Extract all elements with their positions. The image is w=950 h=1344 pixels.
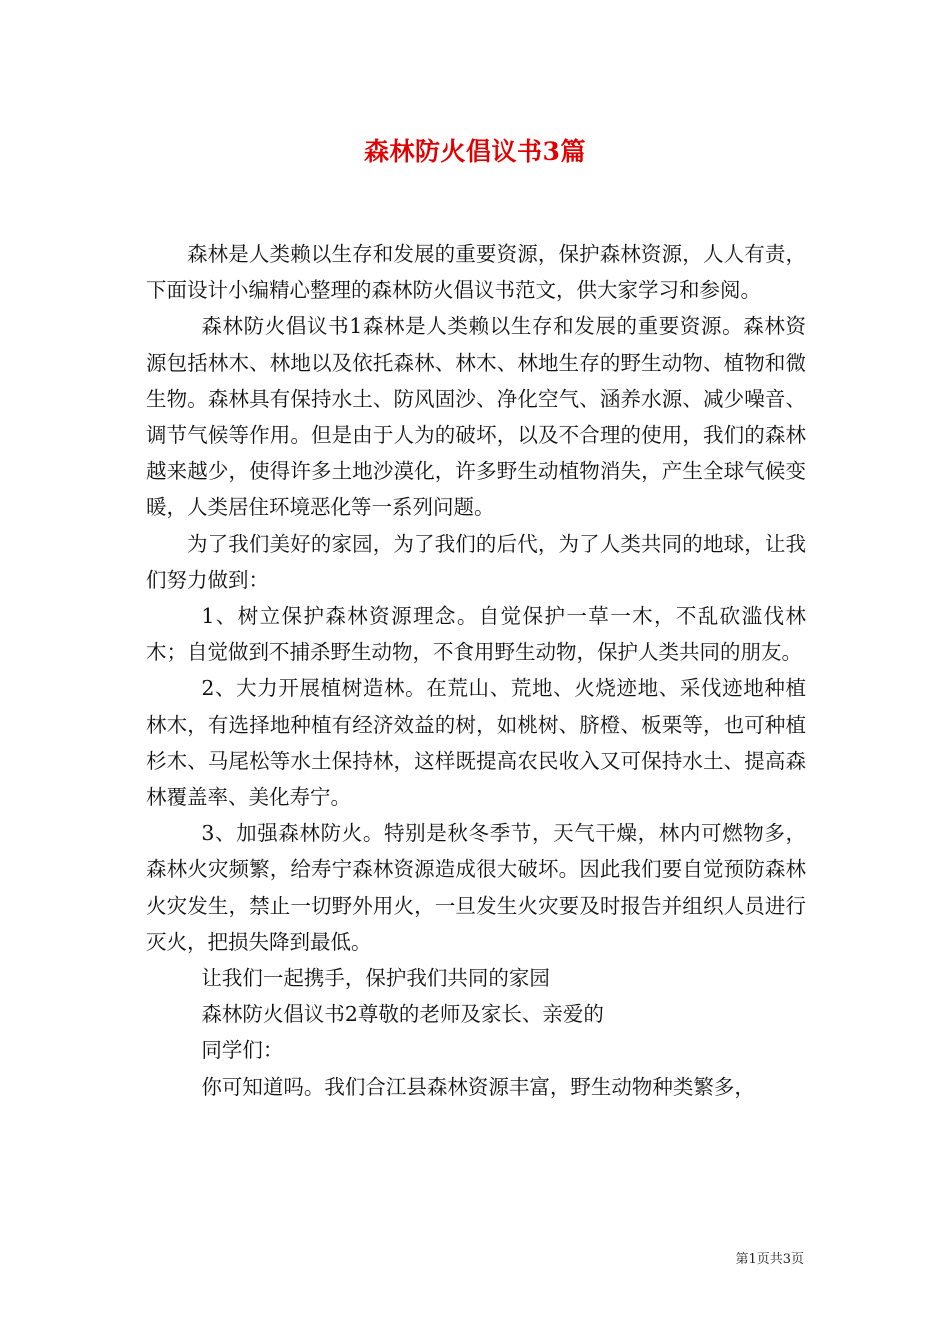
- list-item-1: 1、树立保护森林资源理念。自觉保护一草一木，不乱砍滥伐林木；自觉做到不捕杀野生动物，不食用野生动物，保护人类共同的朋友。: [146, 604, 806, 665]
- proposal-1-paragraph: 森林防火倡议书1森林是人类赖以生存和发展的重要资源。森林资源包括林木、林地以及依托森林、林木、林地生存的野生动物、植物和微生物。森林具有保持水土、防风固沙、净化空气、涵养水源、减少噪音、调节气候等作用。但是由于人为的破坏，以及不合理的使用，我们的森林越来越少，使得许多土地沙漠化，许多野生动植物消失，产生全球气候变暖，人类居住环境恶化等一系列问题。: [146, 314, 806, 520]
- document-body: [146, 236, 806, 1105]
- proposal-2-heading: 森林防火倡议书2尊敬的老师及家长、亲爱的: [201, 1002, 604, 1027]
- proposal-2-paragraph: 你可知道吗。我们合江县森林资源丰富，野生动物种类繁多，: [201, 1074, 755, 1099]
- list-item-3: 3、加强森林防火。特别是秋冬季节，天气干燥，林内可燃物多，森林火灾频繁，给寿宁森林资源造成很大破坏。因此我们要自觉预防森林火灾发生，禁止一切野外用火，一旦发生火灾要及时报告并组织人员进行灭火，把损失降到最低。: [146, 821, 806, 954]
- call-to-action-paragraph: 为了我们美好的家园，为了我们的后代，为了人类共同的地球，让我们努力做到：: [146, 531, 806, 592]
- salutation-line: 同学们：: [201, 1038, 284, 1063]
- document-title: 森林防火倡议书3篇: [364, 137, 586, 166]
- page-number: 第1页共3页: [735, 1252, 804, 1267]
- closing-line: 让我们一起携手，保护我们共同的家园: [201, 966, 550, 991]
- intro-paragraph: 森林是人类赖以生存和发展的重要资源，保护森林资源，人人有责，下面设计小编精心整理的森林防火倡议书范文，供大家学习和参阅。: [146, 242, 806, 303]
- list-item-2: 2、大力开展植树造林。在荒山、荒地、火烧迹地、采伐迹地种植林木，有选择地种植有经济效益的树，如桃树、脐橙、板栗等，也可种植杉木、马尾松等水土保持林，这样既提高农民收入又可保持水土、提高森林覆盖率、美化寿宁。: [146, 676, 806, 810]
